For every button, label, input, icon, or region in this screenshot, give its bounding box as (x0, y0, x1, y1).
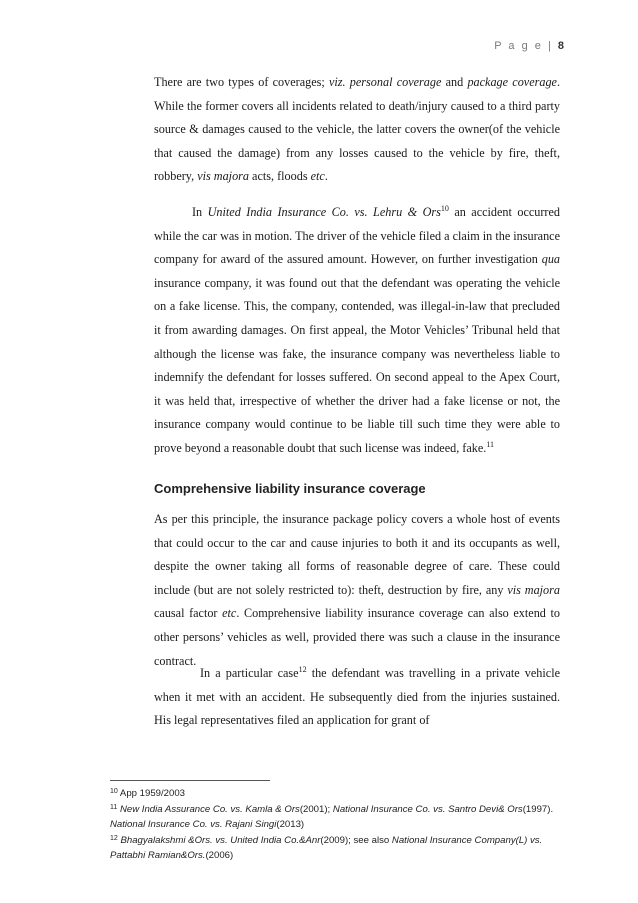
case-name: United India Insurance Co. vs. Lehru & Ors (207, 205, 441, 219)
footnote-text: App 1959/2003 (117, 788, 186, 799)
footnote-case: National Insurance Co. vs. Rajani Singi (110, 819, 277, 830)
paragraph-particular-case (154, 662, 560, 733)
text-run-italic: package coverage (467, 75, 557, 89)
footnote-11 (110, 802, 554, 818)
text-run-italic: vis majora (507, 582, 560, 597)
text-run-italic: qua (541, 252, 560, 267)
page-number: 8 (557, 40, 564, 52)
footnote-case: Pattabhi Ramian&Ors. (110, 850, 206, 861)
footnote-text: (1997). (522, 803, 554, 815)
page-label: P a g e (494, 40, 543, 52)
footnote-text: (2006) (205, 850, 234, 861)
text-run: There are two types of coverages; (154, 75, 329, 89)
text-run: the defendant was travelling in a private vehicle when it met with an accident. He subsequently died from the injuries sustained. His legal representatives filed an application for grant of (154, 666, 560, 728)
paragraph-lehru-case (154, 201, 560, 461)
text-run-italic: etc (222, 606, 237, 621)
paragraph-coverage-types (154, 71, 560, 189)
text-run: In a particular case (200, 666, 299, 680)
text-run: . Comprehensive liability insurance coverage can also extend to other persons’ vehicles as well, provided there was such a clause in the insurance contract. (154, 606, 560, 668)
footnote-text: (2009); see also (320, 834, 392, 846)
footnote-12-cont (110, 848, 550, 864)
text-run-italic: viz. personal coverage (328, 75, 442, 89)
footnote-10 (110, 786, 550, 802)
section-heading: Comprehensive liability insurance coverage (154, 481, 426, 496)
footnote-11-cont (110, 817, 550, 833)
page-separator: | (547, 40, 553, 52)
text-run: insurance company, it was found out that the defendant was operating the vehicle on a fake license. This, the company, contended, was illegal-in-law that precluded it from awarding damages. On first appeal, the Motor Vehicles’ Tribunal held that although the license was fake, the insurance company was nevertheless liable to indemnify the defendant for losses suffered. On second appeal to the Apex Court, it was held that, irrespective of whether the driver had a fake license or not, the insurance company would continue to be liable till such time they were able to prove beyond a reasonable doubt that such license was indeed, fake. (154, 275, 560, 455)
text-run-italic: vis majora (197, 169, 249, 184)
footnote-text: (2013) (276, 819, 305, 830)
footnote-case: National Insurance Company(L) vs. (391, 834, 543, 846)
footnote-number: 11 (110, 803, 118, 811)
footnote-number: 10 (110, 788, 118, 795)
footnote-ref: 10 (440, 204, 449, 213)
text-run: acts, floods (249, 169, 311, 184)
footnote-case: New India Assurance Co. vs. Kamla & Ors (117, 803, 300, 815)
footnote-case: National Insurance Co. vs. Santro Devi& Ors (332, 803, 523, 815)
text-run: causal factor (154, 606, 223, 621)
text-run-italic: etc (310, 169, 325, 184)
text-run: . (324, 169, 328, 184)
footnotes (110, 786, 554, 864)
text-run: and (441, 75, 468, 89)
footnote-12 (110, 833, 550, 849)
text-run: In (192, 205, 208, 219)
text-run: As per this principle, the insurance package policy covers a whole host of events that could occur to the car and cause injuries to both it and its occupants as well, despite the owner taking all forms of reasonable degree of care. These could include (but are not solely restricted to): theft, destruction by fire, any (154, 512, 560, 597)
footnote-case: Bhagyalakshmi &Ors. vs. United India Co.&Anr (117, 834, 321, 846)
footnote-number: 12 (110, 834, 118, 842)
footnote-ref: 11 (486, 439, 495, 449)
footnote-divider (110, 780, 270, 781)
paragraph-comprehensive (154, 508, 560, 673)
page-header (494, 40, 564, 52)
footnote-ref: 12 (298, 665, 307, 674)
text-run: an accident occurred while the car was in motion. The driver of the vehicle filed a claim in the insurance company for award of the assured amount. However, on further investigation (154, 205, 560, 267)
text-run: . While the former covers all incidents related to death/injury caused to a third party source & damages caused to the vehicle, the latter covers the owner(of the vehicle that caused the damage) from any losses caused to the vehicle by fire, theft, robbery, (154, 75, 561, 184)
footnote-text: (2001); (299, 803, 333, 815)
